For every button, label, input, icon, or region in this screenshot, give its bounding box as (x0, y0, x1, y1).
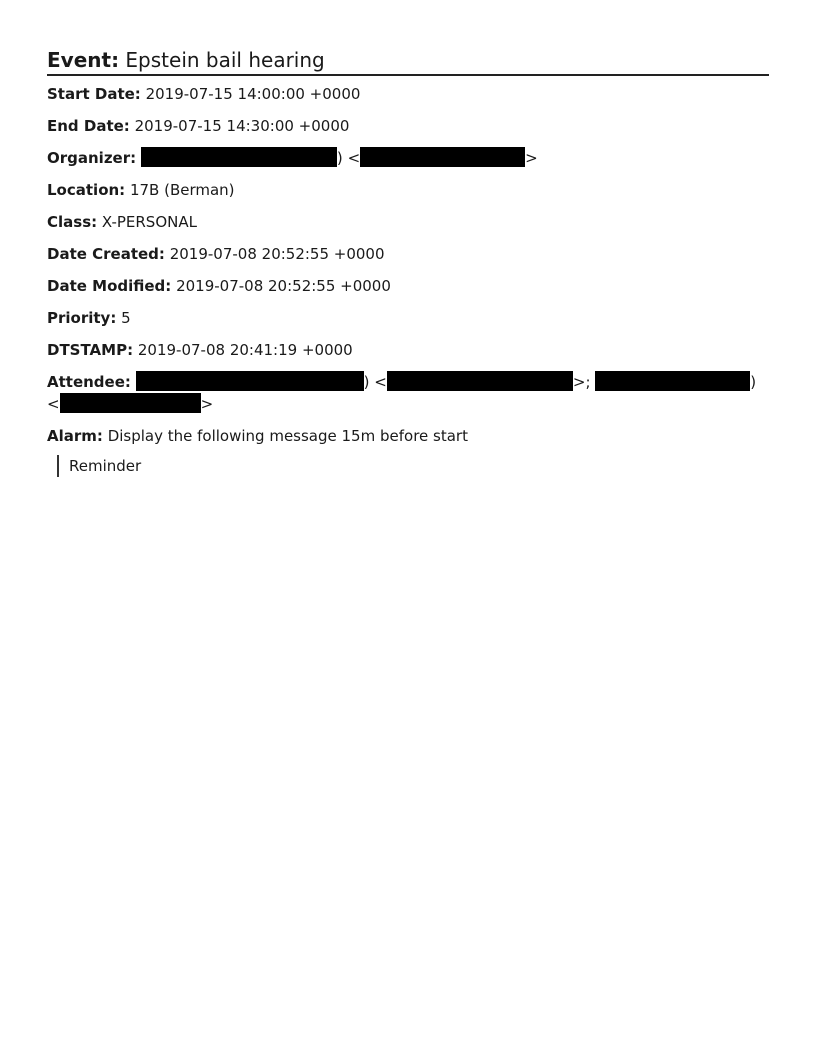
attendee-separator-2: >; (572, 373, 596, 391)
organizer-close-paren: ) (336, 149, 343, 167)
class-value: X-PERSONAL (101, 213, 197, 231)
attendee-separator-4: < (47, 395, 60, 413)
attendee-separator-1: ) < (363, 373, 387, 391)
date-created-value: 2019-07-08 20:52:55 +0000 (169, 245, 385, 263)
dtstamp-field (47, 339, 769, 361)
organizer-label: Organizer: (47, 149, 137, 167)
organizer-email-redaction (360, 147, 525, 167)
priority-value: 5 (121, 309, 131, 327)
alarm-field (47, 425, 769, 447)
date-modified-label: Date Modified: (47, 277, 172, 295)
attendee-field (47, 371, 769, 415)
dtstamp-value: 2019-07-08 20:41:19 +0000 (137, 341, 353, 359)
priority-field (47, 307, 769, 329)
organizer-open-angle: < (347, 149, 361, 167)
start-date-label: Start Date: (47, 85, 141, 103)
class-label: Class: (47, 213, 98, 231)
priority-label: Priority: (47, 309, 117, 327)
end-date-label: End Date: (47, 117, 130, 135)
alarm-label: Alarm: (47, 427, 103, 445)
end-date-value: 2019-07-15 14:30:00 +0000 (134, 117, 350, 135)
organizer-field (47, 147, 769, 169)
alarm-message: Reminder (57, 455, 769, 477)
date-created-field (47, 243, 769, 265)
event-title (47, 46, 769, 76)
class-field (47, 211, 769, 233)
organizer-name-redaction (141, 147, 337, 167)
location-value: 17B (Berman) (129, 181, 235, 199)
location-label: Location: (47, 181, 126, 199)
start-date-field (47, 83, 769, 105)
date-modified-field (47, 275, 769, 297)
event-document (47, 46, 769, 477)
alarm-value: Display the following message 15m before start (107, 427, 468, 445)
attendee-separator-5: > (200, 395, 214, 413)
event-name: Epstein bail hearing (125, 48, 325, 72)
attendee-1-name-redaction (136, 371, 364, 391)
date-created-label: Date Created: (47, 245, 165, 263)
date-modified-value: 2019-07-08 20:52:55 +0000 (176, 277, 391, 295)
location-field (47, 179, 769, 201)
attendee-2-email-redaction (60, 393, 201, 413)
attendee-separator-3: ) (750, 373, 757, 391)
attendee-label: Attendee: (47, 373, 131, 391)
dtstamp-label: DTSTAMP: (47, 341, 134, 359)
organizer-close-angle: > (525, 149, 538, 167)
attendee-1-email-redaction (387, 371, 573, 391)
end-date-field (47, 115, 769, 137)
event-label: Event: (47, 48, 120, 72)
attendee-2-name-redaction (595, 371, 750, 391)
start-date-value: 2019-07-15 14:00:00 +0000 (145, 85, 361, 103)
